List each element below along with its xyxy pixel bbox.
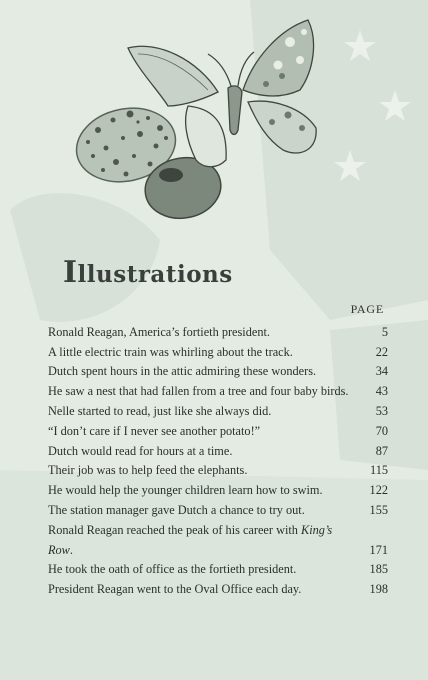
list-item — [48, 498, 388, 518]
list-item — [48, 478, 388, 498]
list-item — [48, 320, 388, 340]
entry-page: 115 — [370, 463, 388, 478]
list-item — [48, 379, 388, 399]
list-item — [48, 558, 388, 578]
entry-page: 171 — [369, 542, 388, 557]
list-item — [48, 360, 388, 380]
entry-title: Ronald Reagan, America’s fortieth president. — [48, 324, 270, 339]
list-item — [48, 459, 388, 479]
list-item — [48, 439, 388, 459]
entry-page: 22 — [375, 344, 388, 359]
list-item — [48, 340, 388, 360]
list-item-continued — [48, 538, 388, 558]
page-title-initial: I — [63, 255, 78, 290]
entry-title: He took the oath of office as the fortieth president. — [48, 562, 297, 577]
list-item — [48, 518, 388, 538]
entry-title: He would help the younger children learn how to swim. — [48, 483, 323, 498]
entry-page: 5 — [381, 324, 388, 339]
entry-title-text: Ronald Reagan reached the peak of his career with — [48, 522, 301, 537]
illustrations-list — [48, 320, 388, 597]
entry-page: 34 — [375, 364, 388, 379]
entry-title: “I don’t care if I never see another potato!” — [48, 423, 261, 438]
entry-title: He saw a nest that had fallen from a tree and four baby birds. — [48, 384, 349, 399]
page-title-rest: llustrations — [77, 261, 233, 288]
entry-title: Dutch spent hours in the attic admiring these wonders. — [48, 364, 317, 379]
entry-title-italic: King’s — [301, 522, 333, 537]
entry-title: A little electric train was whirling about the track. — [48, 344, 293, 359]
entry-title: President Reagan went to the Oval Office each day. — [48, 582, 302, 597]
entry-page: 185 — [369, 562, 388, 577]
entry-title: The station manager gave Dutch a chance to try out. — [48, 502, 305, 517]
butterfly-eggs-illustration — [68, 10, 338, 225]
list-item — [48, 419, 388, 439]
entry-title-line2 — [48, 543, 354, 558]
entry-page: 87 — [375, 443, 388, 458]
page-column-label: PAGE — [350, 302, 384, 316]
entry-title-text: . — [69, 542, 73, 557]
entry-page: 70 — [375, 423, 388, 438]
entry-page: 122 — [369, 483, 388, 498]
page-title — [63, 255, 233, 290]
entry-page: 198 — [369, 582, 388, 597]
entry-title: Dutch would read for hours at a time. — [48, 443, 233, 458]
entry-title: Nelle started to read, just like she always did. — [48, 403, 272, 418]
entry-title: Their job was to help feed the elephants. — [48, 463, 248, 478]
entry-title-italic: Row — [48, 542, 70, 557]
entry-page: 53 — [375, 403, 388, 418]
entry-page: 43 — [375, 384, 388, 399]
entry-title-line1 — [48, 523, 354, 538]
list-item — [48, 399, 388, 419]
entry-page: 155 — [369, 502, 388, 517]
list-item — [48, 577, 388, 597]
